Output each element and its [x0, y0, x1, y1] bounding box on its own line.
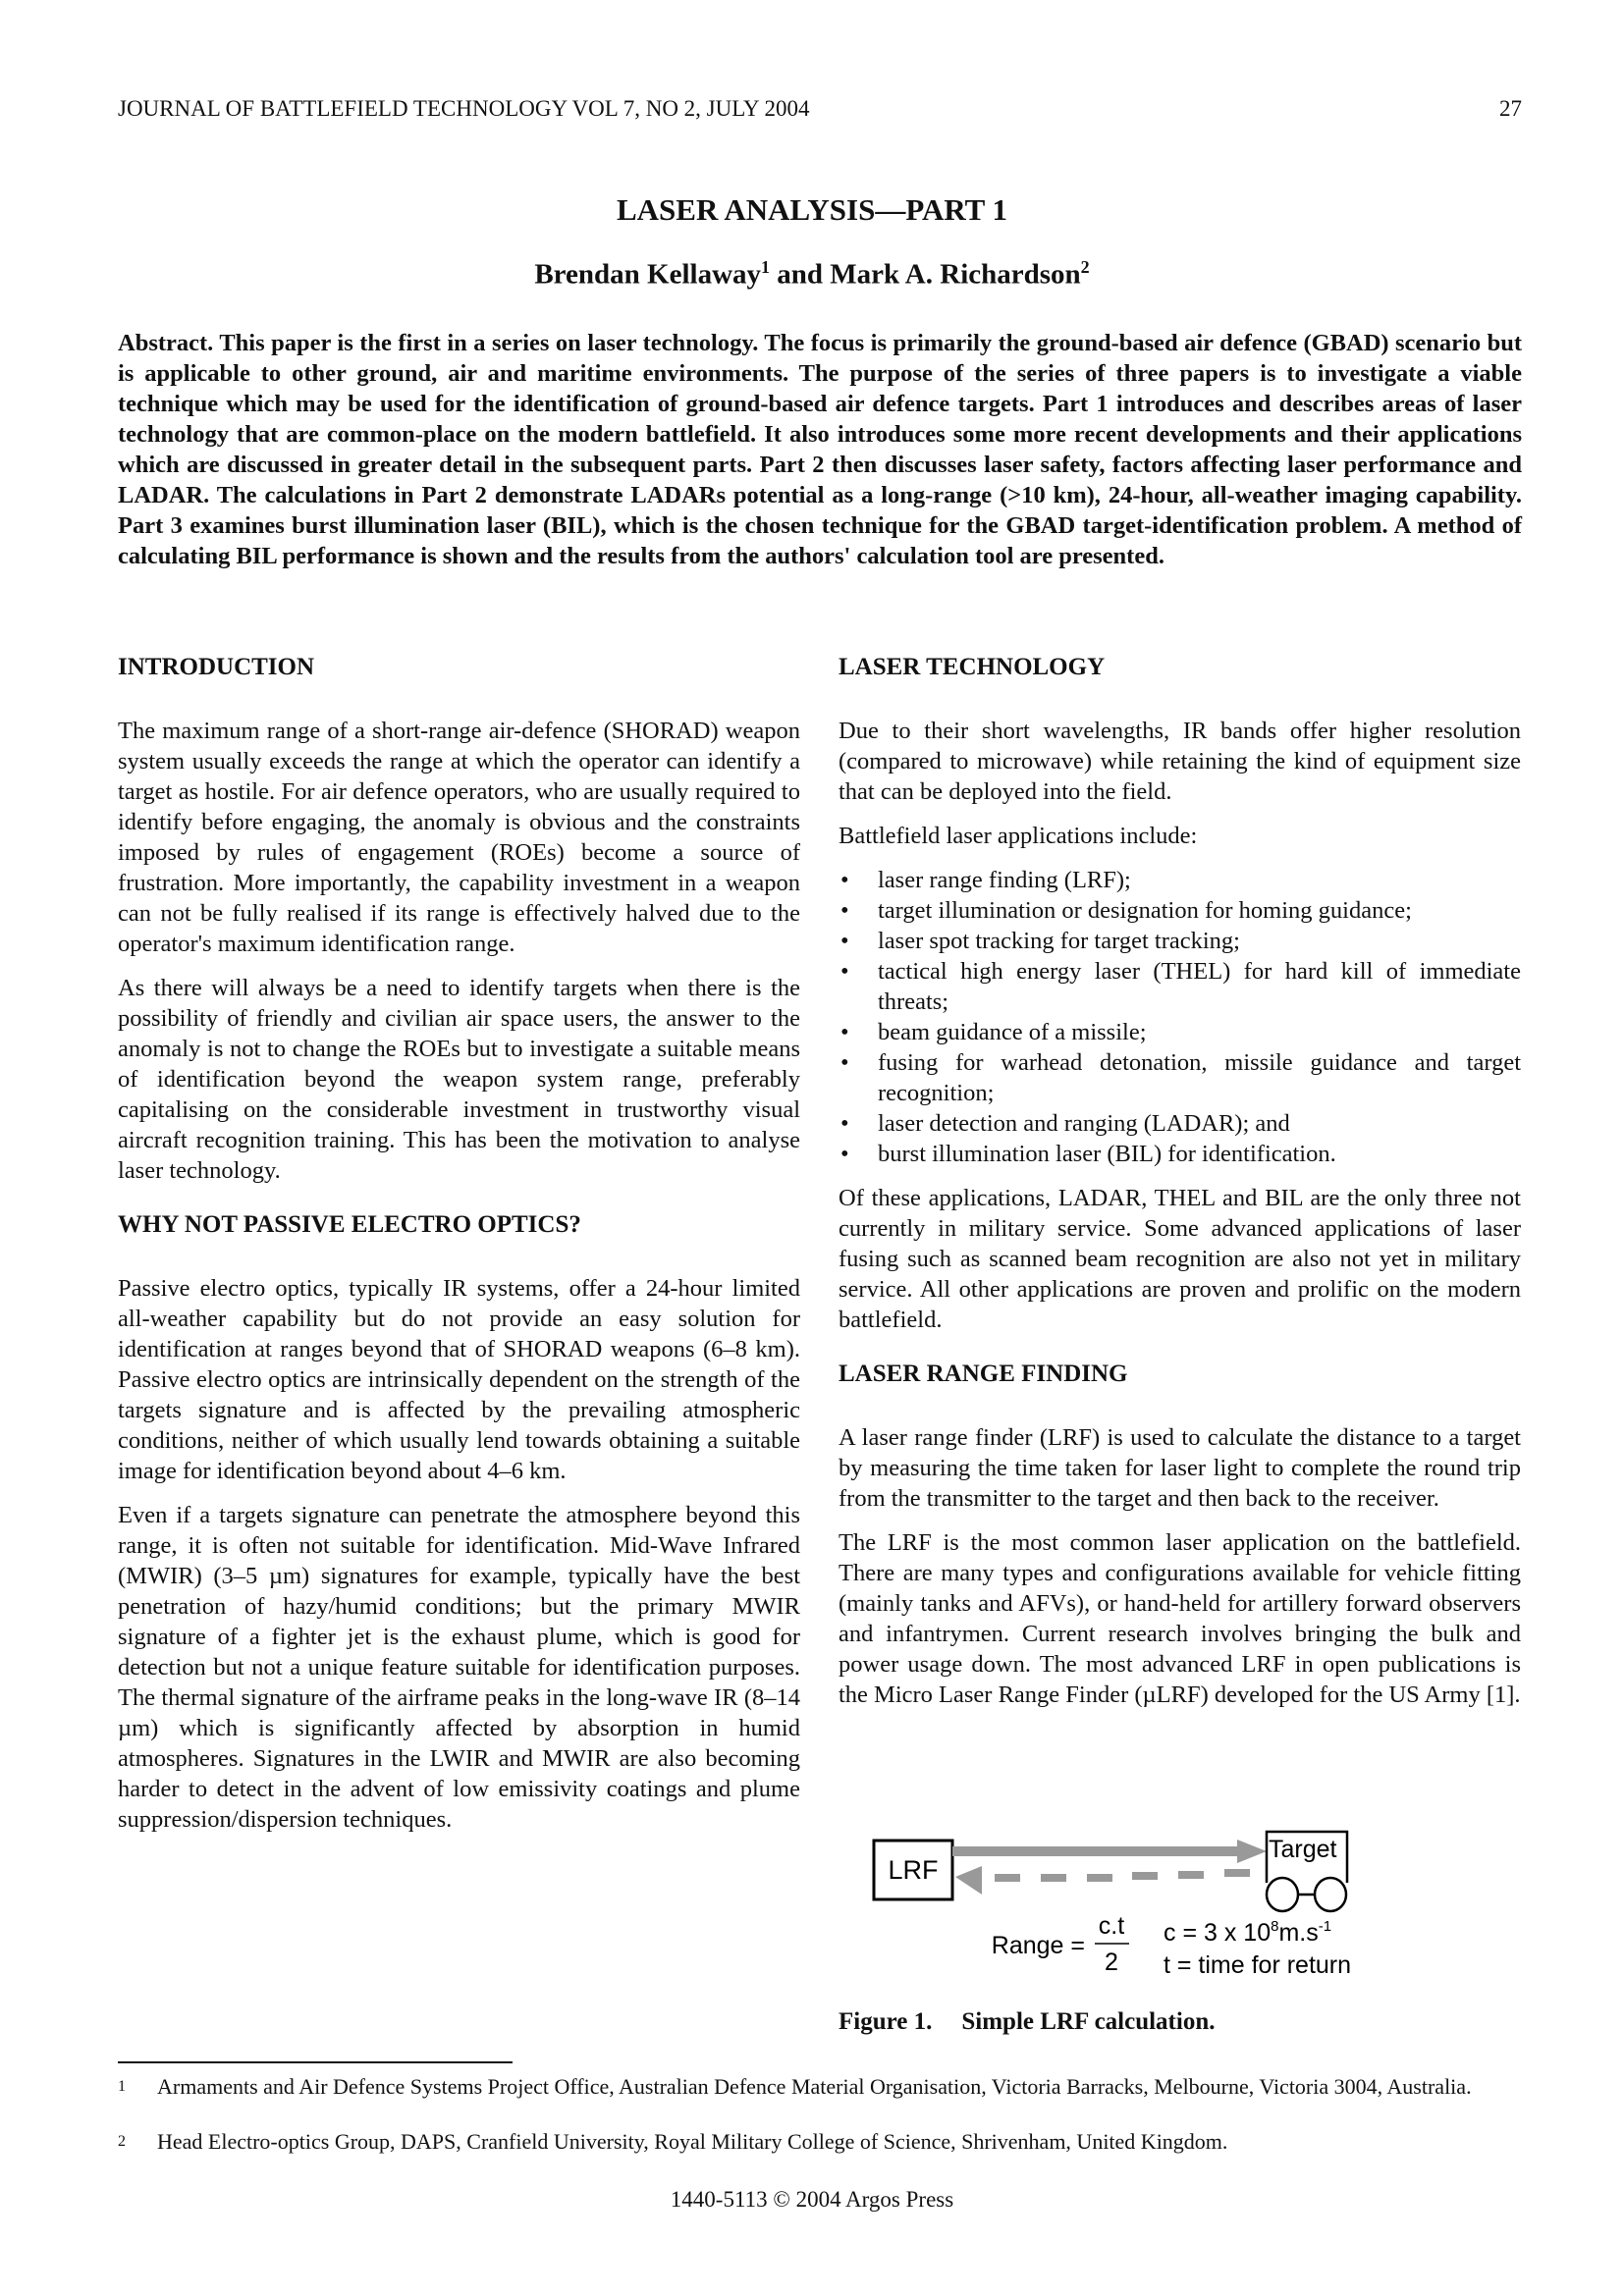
abstract: Abstract. This paper is the first in a series on laser technology. The focus is primarily the ground-based air defence (GBAD) scenario but is applicable to other ground, air and maritime environments. The purpose of the series of three papers is to investigate a viable technique which may be used for the identification of ground-based air defence targets. Part 1 introduces and describes areas of laser technology that are common-place on the modern battlefield. It also introduces some more recent developments and their applications which are discussed in greater detail in the subsequent parts. Part 2 then discusses laser safety, factors affecting laser performance and LADAR. The calculations in Part 2 demonstrate LADARs potential as a long-range (>10 km), 24-hour, all-weather imaging capability. Part 3 examines burst illumination laser (BIL), which is the chosen technique for the GBAD target-identification problem. A method of calculating BIL performance is shown and the results from the authors' calculation tool are presented.: [118, 330, 1522, 569]
paragraph: Of these applications, LADAR, THEL and BIL are the only three not currently in military service. Some advanced applications of laser fusing such as scanned beam recognition are also not yet in military service. All other applications are proven and prolific on the modern battlefield.: [839, 1185, 1521, 1333]
target-label: Target: [1269, 1836, 1337, 1863]
outgoing-arrow: [952, 1840, 1267, 1863]
footnote-number: 2: [118, 2133, 126, 2150]
list-item: • beam guidance of a missile;: [878, 1017, 1521, 1047]
section-heading-introduction: INTRODUCTION: [118, 654, 315, 680]
footnote-1: [118, 2073, 1522, 2101]
lrf-label: LRF: [888, 1855, 939, 1885]
c-def-exponent: 8: [1271, 1918, 1279, 1935]
paragraph: Passive electro optics, typically IR systems, offer a 24-hour limited all-weather capability but do not provide an easy solution for identification at ranges beyond that of SHORAD weapons (6–8 km). Passive electro optics are intrinsically dependent on the strength of the targets signature and is affected by the prevailing atmospheric conditions, neither of which usually lend towards obtaining a suitable image for identification beyond about 4–6 km.: [118, 1275, 800, 1484]
author-1: Brendan Kellaway: [534, 258, 762, 291]
c-def-unit-exponent: -1: [1318, 1918, 1332, 1935]
author-1-footnote-mark: 1: [761, 257, 771, 277]
author-2: Mark A. Richardson: [830, 258, 1081, 291]
list-item: • tactical high energy laser (THEL) for hard kill of immediate threats;: [878, 956, 1521, 1017]
left-column: [118, 652, 800, 1848]
footnote-divider: [118, 2061, 513, 2063]
footnote-text: Armaments and Air Defence Systems Project Office, Australian Defence Material Organisation, Victoria Barracks, Melbourne, Victoria 3004, Australia.: [157, 2074, 1472, 2099]
paragraph: Battlefield laser applications include:: [839, 823, 1198, 849]
paragraph: A laser range finder (LRF) is used to calculate the distance to a target by measuring the time taken for laser light to complete the round trip from the transmitter to the target and then back to the receiver.: [839, 1424, 1521, 1512]
running-header: [118, 96, 1522, 122]
c-def-unit: m.s: [1278, 1919, 1319, 1947]
c-def-prefix: c = 3 x 10: [1164, 1919, 1272, 1947]
applications-list: [839, 865, 1521, 1169]
authors-and: and: [770, 258, 831, 291]
section-heading-laser-technology: LASER TECHNOLOGY: [839, 654, 1106, 680]
authors: [0, 257, 1624, 292]
page-number: 27: [1499, 96, 1522, 121]
paragraph: As there will always be a need to identify targets when there is the possibility of friendly and civilian air space users, the answer to the anomaly is not to change the ROEs but to investigate a suitable means of identification beyond the weapon system range, preferably capitalising on the considerable investment in trustworthy visual aircraft recognition training. This has been the motivation to analyse laser technology.: [118, 975, 800, 1184]
list-item: • fusing for warhead detonation, missile guidance and target recognition;: [878, 1047, 1521, 1108]
speed-of-light-definition: [1164, 1918, 1331, 1947]
section-heading-passive: WHY NOT PASSIVE ELECTRO OPTICS?: [118, 1211, 581, 1238]
return-arrow-dashed: [955, 1866, 1250, 1895]
range-label: Range =: [991, 1932, 1085, 1959]
section-heading-laser-range-finding: LASER RANGE FINDING: [839, 1361, 1128, 1387]
formula-denominator: 2: [1105, 1949, 1118, 1976]
footnote-number: 1: [118, 2078, 126, 2095]
list-item: • laser detection and ranging (LADAR); and: [878, 1108, 1521, 1139]
paragraph: Due to their short wavelengths, IR bands offer higher resolution (compared to microwave) while retaining the kind of equipment size that can be deployed into the field.: [839, 718, 1521, 805]
formula-numerator: c.t: [1098, 1912, 1125, 1940]
time-definition: t = time for return: [1164, 1951, 1352, 1979]
journal-title: JOURNAL OF BATTLEFIELD TECHNOLOGY VOL 7, NO 2, JULY 2004: [118, 96, 810, 121]
list-item: • target illumination or designation for homing guidance;: [878, 895, 1521, 926]
paragraph: The maximum range of a short-range air-defence (SHORAD) weapon system usually exceeds the range at which the operator can identify a target as hostile. For air defence operators, who are usually required to identify before engaging, the anomaly is obvious and the constraints imposed by rules of engagement (ROEs) become a source of frustration. More importantly, the capability investment in a weapon can not be fully realised if its range is effectively halved due to the operator's maximum identification range.: [118, 718, 800, 957]
right-column: [839, 652, 1521, 1724]
figure-caption: [839, 2008, 1215, 2036]
list-item: • laser range finding (LRF);: [878, 865, 1521, 895]
paragraph: The LRF is the most common laser application on the battlefield. There are many types and configurations available for vehicle fitting (mainly tanks and AFVs), or hand-held for artillery forward observers and infantrymen. Current research involves bringing the bulk and power usage down. The most advanced LRF in open publications is the Micro Laser Range Finder (µLRF) developed for the US Army [1].: [839, 1529, 1521, 1708]
footnote-text: Head Electro-optics Group, DAPS, Cranfield University, Royal Military College of Science, Shrivenham, United Kingdom.: [157, 2129, 1228, 2154]
paper-title: LASER ANALYSIS—PART 1: [616, 192, 1008, 227]
paragraph: Even if a targets signature can penetrate the atmosphere beyond this range, it is often not suitable for identification. Mid-Wave Infrared (MWIR) (3–5 µm) signatures for example, typically have the best penetration of hazy/humid conditions; but the primary MWIR signature of a fighter jet is the exhaust plume, which is good for detection but not a unique feature suitable for identification purposes. The thermal signature of the airframe peaks in the long-wave IR (8–14 µm) which is significantly affected by absorption in humid atmospheres. Signatures in the LWIR and MWIR are also becoming harder to detect in the advent of low emissivity coatings and plume suppression/dispersion techniques.: [118, 1502, 800, 1833]
author-2-footnote-mark: 2: [1080, 257, 1090, 277]
page-footer: 1440-5113 © 2004 Argos Press: [670, 2187, 954, 2212]
figure-number: Figure 1.: [839, 2008, 933, 2035]
list-item: • laser spot tracking for target tracking;: [878, 926, 1521, 956]
figure-lrf-diagram: [864, 1816, 1502, 1993]
list-item: • burst illumination laser (BIL) for identification.: [878, 1139, 1521, 1169]
figure-caption-text: Simple LRF calculation.: [961, 2008, 1216, 2035]
footnote-2: [118, 2128, 1522, 2156]
